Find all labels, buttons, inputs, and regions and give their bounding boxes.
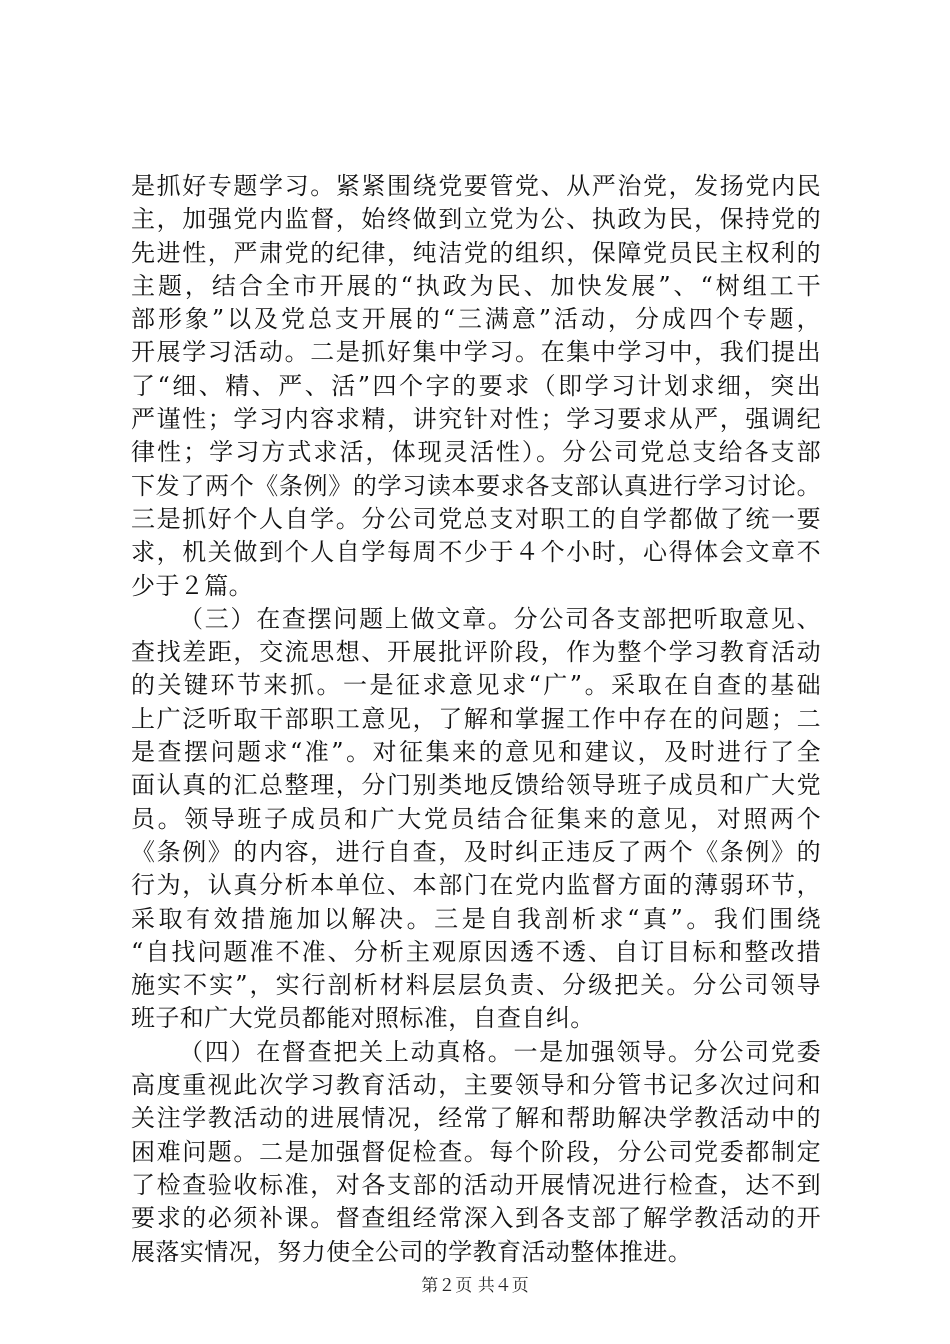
- text-line: 困难问题。二是加强督促检查。每个阶段，分公司党委都制定: [131, 1137, 821, 1166]
- text-line: 员。领导班子成员和广大党员结合征集来的意见，对照两个: [131, 804, 821, 833]
- text-line: 展落实情况，努力使全公司的学教育活动整体推进。: [131, 1237, 693, 1266]
- text-line: 了“细、精、严、活”四个字的要求（即学习计划求细，突出: [131, 371, 821, 400]
- text-line: 面认真的汇总整理，分门别类地反馈给领导班子成员和广大党: [131, 771, 821, 800]
- text-line: 求，机关做到个人自学每周不少于４个小时，心得体会文章不: [131, 538, 821, 567]
- text-line: 查找差距，交流思想、开展批评阶段，作为整个学习教育活动: [131, 638, 821, 667]
- text-line: 下发了两个《条例》的学习读本要求各支部认真进行学习讨论。: [131, 471, 821, 500]
- text-line: 开展学习活动。二是抓好集中学习。在集中学习中，我们提出: [131, 338, 821, 367]
- text-line: 高度重视此次学习教育活动，主要领导和分管书记多次过问和: [131, 1071, 821, 1100]
- page-number-footer: 第２页 共４页: [421, 1276, 529, 1296]
- section-heading-line: （四）在督查把关上动真格。一是加强领导。分公司党委: [179, 1037, 821, 1066]
- text-line: 的关键环节来抓。一是征求意见求“广”。采取在自查的基础: [131, 671, 821, 700]
- text-line: 行为，认真分析本单位、本部门在党内监督方面的薄弱环节，: [131, 871, 821, 900]
- text-line: 部形象”以及党总支开展的“三满意”活动，分成四个专题，: [131, 305, 821, 334]
- text-line: 关注学教活动的进展情况，经常了解和帮助解决学教活动中的: [131, 1104, 821, 1133]
- text-line: “自找问题准不准、分析主观原因透不透、自订目标和整改措: [131, 937, 821, 966]
- text-line: 施实不实”，实行剖析材料层层负责、分级把关。分公司领导: [131, 971, 821, 1000]
- text-line: 采取有效措施加以解决。三是自我剖析求“真”。我们围绕: [131, 904, 821, 933]
- text-line: 是查摆问题求“准”。对征集来的意见和建议，及时进行了全: [131, 738, 821, 767]
- text-line: 少于２篇。: [131, 571, 253, 600]
- text-line: 要求的必须补课。督查组经常深入到各支部了解学教活动的开: [131, 1204, 821, 1233]
- text-line: 《条例》的内容，进行自查，及时纠正违反了两个《条例》的: [131, 837, 821, 866]
- text-line: 先进性，严肃党的纪律，纯洁党的组织，保障党员民主权利的: [131, 238, 821, 267]
- text-line: 了检查验收标准，对各支部的活动开展情况进行检查，达不到: [131, 1170, 821, 1199]
- text-line: 律性；学习方式求活，体现灵活性）。分公司党总支给各支部: [131, 438, 821, 467]
- text-line: 班子和广大党员都能对照标准，自查自纠。: [131, 1004, 595, 1033]
- text-line: 主题，结合全市开展的“执政为民、加快发展”、“树组工干: [131, 271, 821, 300]
- text-line: 是抓好专题学习。紧紧围绕党要管党、从严治党，发扬党内民: [131, 172, 821, 200]
- document-body: [131, 170, 821, 1269]
- text-line: 三是抓好个人自学。分公司党总支对职工的自学都做了统一要: [131, 504, 821, 533]
- text-line: 严谨性；学习内容求精，讲究针对性；学习要求从严，强调纪: [131, 405, 821, 434]
- text-line: 主，加强党内监督，始终做到立党为公、执政为民，保持党的: [131, 205, 821, 234]
- section-heading-line: （三）在查摆问题上做文章。分公司各支部把听取意见、: [179, 604, 821, 633]
- text-line: 上广泛听取干部职工意见，了解和掌握工作中存在的问题；二: [131, 704, 821, 733]
